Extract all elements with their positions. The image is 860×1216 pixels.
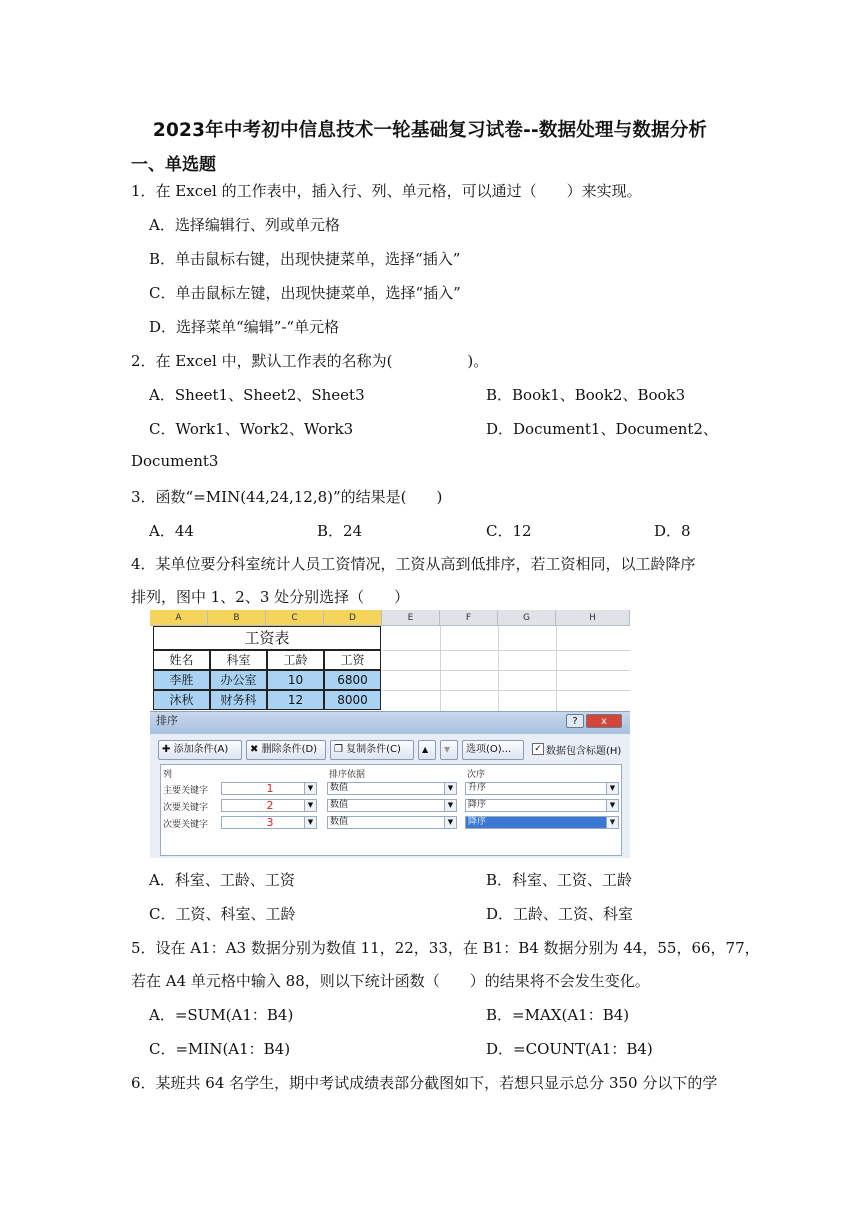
q3-option-d: D．8 bbox=[654, 522, 691, 540]
help-icon[interactable]: ? bbox=[566, 714, 584, 728]
q4-option-c: C．工资、科室、工龄 bbox=[149, 905, 296, 923]
level-2-column-select[interactable] bbox=[221, 799, 317, 812]
q2-option-b: B．Book1、Book2、Book3 bbox=[486, 386, 686, 404]
level-2-number: 2 bbox=[266, 799, 274, 812]
level-2-order-select[interactable] bbox=[465, 799, 619, 812]
q2-option-c: C．Work1、Work2、Work3 bbox=[149, 420, 354, 438]
data-cell: 办公室 bbox=[210, 670, 267, 690]
question-4-stem-line2: 排列，图中 1、2、3 处分别选择（ ） bbox=[131, 588, 410, 606]
level-2-sort-on-value: 数值 bbox=[330, 800, 349, 810]
q5-option-c: C．=MIN(A1：B4) bbox=[149, 1040, 291, 1058]
level-3-number: 3 bbox=[266, 816, 274, 829]
data-cell: 10 bbox=[267, 670, 324, 690]
header-cell-dept: 科室 bbox=[210, 650, 267, 670]
level-1-sort-on-select[interactable] bbox=[327, 782, 457, 795]
chevron-down-icon: ▼ bbox=[444, 783, 456, 794]
sort-levels-panel bbox=[160, 764, 622, 856]
q2-option-d-continued: Document3 bbox=[131, 452, 219, 470]
dialog-title: 排序 bbox=[150, 712, 630, 734]
q4-option-a: A．科室、工龄、工资 bbox=[149, 871, 295, 889]
chevron-down-icon: ▼ bbox=[444, 800, 456, 811]
question-6-stem-line1: 6．某班共 64 名学生，期中考试成绩表部分截图如下，若想只显示总分 350 分以下的学 bbox=[131, 1074, 718, 1092]
q1-option-a: A．选择编辑行、列或单元格 bbox=[149, 216, 340, 234]
level-3-column-select[interactable] bbox=[221, 816, 317, 829]
sort-dialog bbox=[150, 711, 630, 858]
chevron-down-icon: ▼ bbox=[606, 783, 618, 794]
excel-sort-screenshot bbox=[150, 610, 630, 858]
column-header-label: 列 bbox=[163, 770, 173, 780]
copy-level-label: 复制条件(C) bbox=[346, 744, 401, 755]
section-heading: 一、单选题 bbox=[131, 155, 216, 175]
level-1-order-value: 升序 bbox=[468, 783, 487, 793]
column-header-d: D bbox=[324, 610, 382, 626]
header-cell-years: 工龄 bbox=[267, 650, 324, 670]
page-title: 2023年中考初中信息技术一轮基础复习试卷--数据处理与数据分析 bbox=[152, 120, 708, 141]
level-1-column-select[interactable] bbox=[221, 782, 317, 795]
question-3-stem: 3．函数“=MIN(44,24,12,8)”的结果是( ) bbox=[131, 488, 443, 506]
chevron-down-icon: ▼ bbox=[304, 800, 316, 811]
close-icon[interactable]: x bbox=[586, 714, 622, 728]
has-header-label: 数据包含标题(H) bbox=[546, 746, 622, 757]
sort-on-header-label: 排序依据 bbox=[329, 770, 366, 780]
header-cell-name: 姓名 bbox=[153, 650, 210, 670]
move-up-button[interactable]: ▲ bbox=[418, 740, 436, 760]
chevron-down-icon: ▼ bbox=[606, 800, 618, 811]
question-1-stem: 1．在 Excel 的工作表中，插入行、列、单元格，可以通过（ ）来实现。 bbox=[131, 182, 642, 200]
column-header-b: B bbox=[208, 610, 266, 626]
column-header-g: G bbox=[498, 610, 556, 626]
question-2-stem: 2．在 Excel 中，默认工作表的名称为( )。 bbox=[131, 352, 489, 370]
level-1-label: 主要关键字 bbox=[163, 786, 209, 796]
question-5-stem-line1: 5．设在 A1：A3 数据分别为数值 11，22，33，在 B1：B4 数据分别为 44，55，66，77， bbox=[131, 939, 760, 957]
grid-line bbox=[382, 650, 630, 651]
header-cell-salary: 工资 bbox=[324, 650, 381, 670]
move-down-button[interactable]: ▼ bbox=[440, 740, 458, 760]
copy-icon: ❐ bbox=[334, 744, 343, 755]
q1-option-c: C．单击鼠标左键，出现快捷菜单，选择“插入” bbox=[149, 284, 461, 302]
column-header-f: F bbox=[440, 610, 498, 626]
delete-level-label: 删除条件(D) bbox=[261, 744, 318, 755]
delete-level-button[interactable] bbox=[246, 740, 326, 760]
chevron-down-icon: ▼ bbox=[444, 817, 456, 828]
add-level-label: 添加条件(A) bbox=[173, 744, 229, 755]
copy-level-button[interactable] bbox=[330, 740, 414, 760]
grid-line bbox=[382, 670, 630, 671]
level-3-order-value: 降序 bbox=[468, 817, 487, 827]
q5-option-b: B．=MAX(A1：B4) bbox=[486, 1006, 630, 1024]
q3-option-c: C．12 bbox=[486, 522, 532, 540]
data-cell: 12 bbox=[267, 690, 324, 710]
grid-line bbox=[440, 626, 441, 721]
data-cell: 6800 bbox=[324, 670, 381, 690]
data-cell: 8000 bbox=[324, 690, 381, 710]
add-level-button[interactable] bbox=[158, 740, 242, 760]
q5-option-d: D．=COUNT(A1：B4) bbox=[486, 1040, 653, 1058]
level-1-number: 1 bbox=[266, 782, 274, 795]
order-header-label: 次序 bbox=[467, 770, 486, 780]
column-header-h: H bbox=[556, 610, 630, 626]
level-2-order-value: 降序 bbox=[468, 800, 487, 810]
chevron-down-icon: ▼ bbox=[304, 783, 316, 794]
level-2-label: 次要关键字 bbox=[163, 803, 209, 813]
options-button[interactable]: 选项(O)... bbox=[462, 740, 524, 760]
q2-option-d: D．Document1、Document2、 bbox=[486, 420, 718, 438]
chevron-down-icon: ▼ bbox=[304, 817, 316, 828]
level-3-sort-on-value: 数值 bbox=[330, 817, 349, 827]
sheet-title-cell: 工资表 bbox=[153, 626, 381, 650]
chevron-down-icon: ▼ bbox=[606, 817, 618, 828]
level-1-order-select[interactable] bbox=[465, 782, 619, 795]
q3-option-a: A．44 bbox=[149, 522, 194, 540]
add-icon: ✚ bbox=[162, 744, 171, 755]
has-header-checkbox[interactable]: ✓ bbox=[532, 743, 544, 755]
level-3-label: 次要关键字 bbox=[163, 820, 209, 830]
delete-icon: ✖ bbox=[250, 744, 259, 755]
grid-line bbox=[556, 626, 557, 721]
level-2-sort-on-select[interactable] bbox=[327, 799, 457, 812]
level-1-sort-on-value: 数值 bbox=[330, 783, 349, 793]
question-5-stem-line2: 若在 A4 单元格中输入 88，则以下统计函数（ ）的结果将不会发生变化。 bbox=[131, 972, 650, 990]
column-header-e: E bbox=[382, 610, 440, 626]
level-3-sort-on-select[interactable] bbox=[327, 816, 457, 829]
grid-line bbox=[382, 690, 630, 691]
data-cell: 沐秋 bbox=[153, 690, 210, 710]
column-header-c: C bbox=[266, 610, 324, 626]
grid-line bbox=[498, 626, 499, 721]
q4-option-d: D．工龄、工资、科室 bbox=[486, 905, 634, 923]
column-header-a: A bbox=[150, 610, 208, 626]
q3-option-b: B．24 bbox=[317, 522, 363, 540]
q5-option-a: A．=SUM(A1：B4) bbox=[149, 1006, 294, 1024]
q1-option-b: B．单击鼠标右键，出现快捷菜单，选择“插入” bbox=[149, 250, 461, 268]
q4-option-b: B．科室、工资、工龄 bbox=[486, 871, 633, 889]
level-3-order-select[interactable] bbox=[465, 816, 619, 829]
data-cell: 财务科 bbox=[210, 690, 267, 710]
question-4-stem-line1: 4．某单位要分科室统计人员工资情况，工资从高到低排序，若工资相同，以工龄降序 bbox=[131, 555, 696, 573]
q1-option-d: D．选择菜单“编辑”-“单元格 bbox=[149, 318, 340, 336]
q2-option-a: A．Sheet1、Sheet2、Sheet3 bbox=[149, 386, 365, 404]
data-cell: 李胜 bbox=[153, 670, 210, 690]
